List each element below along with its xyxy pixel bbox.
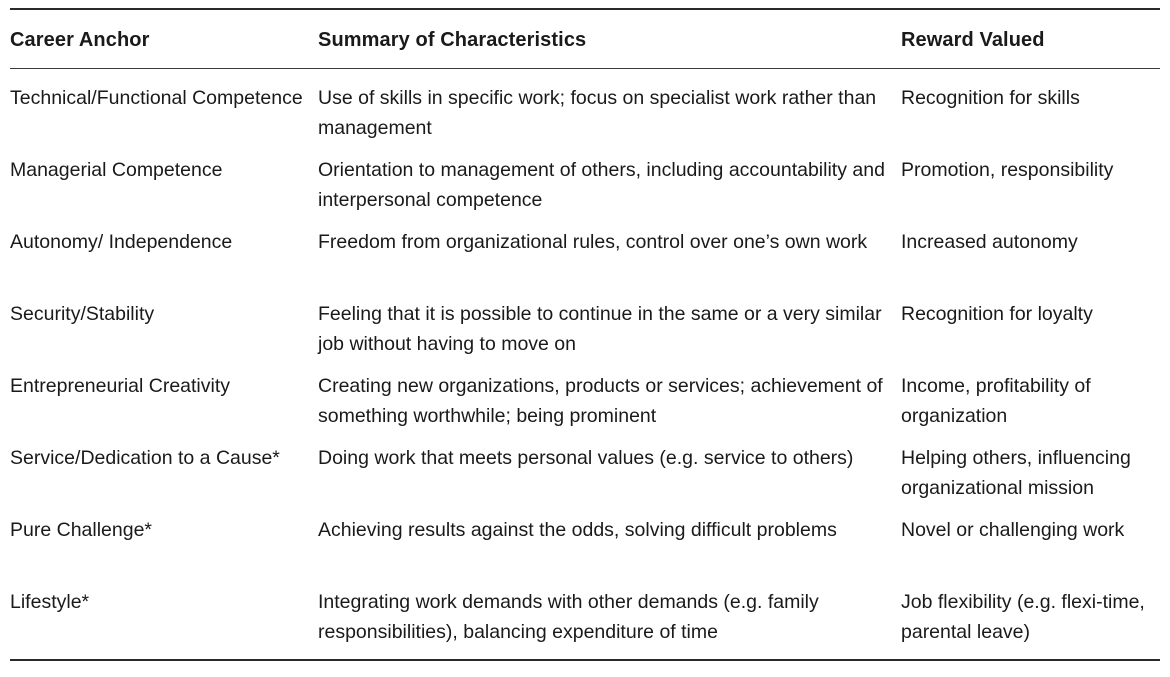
table-row — [10, 371, 1160, 443]
cell-summary: Doing work that meets personal values (e.g. service to others) — [318, 447, 854, 469]
cell-anchor: Pure Challenge* — [10, 519, 153, 541]
table-body — [10, 83, 1160, 659]
cell-reward: Income, profitability of organization — [901, 375, 1091, 427]
cell-reward: Promotion, responsibility — [901, 159, 1114, 181]
cell-reward: Job flexibility (e.g. flexi-time, parental leave) — [901, 591, 1145, 643]
header-summary-of-characteristics: Summary of Characteristics — [318, 28, 587, 51]
table-row — [10, 515, 1160, 587]
cell-reward: Novel or challenging work — [901, 519, 1125, 541]
table-row — [10, 155, 1160, 227]
cell-summary: Feeling that it is possible to continue in the same or a very similar job without having to move on — [318, 303, 882, 355]
table-row — [10, 83, 1160, 155]
cell-summary: Freedom from organizational rules, control over one’s own work — [318, 231, 868, 253]
header-career-anchor: Career Anchor — [10, 28, 150, 51]
cell-summary: Integrating work demands with other demands (e.g. family responsibilities), balancing expenditure of time — [318, 591, 819, 643]
table-header-row — [10, 10, 1160, 68]
table-row — [10, 227, 1160, 299]
cell-anchor: Technical/Functional Competence — [10, 87, 303, 109]
table-row — [10, 299, 1160, 371]
cell-anchor: Autonomy/ Independence — [10, 231, 233, 253]
cell-anchor: Security/Stability — [10, 303, 155, 325]
table-row — [10, 587, 1160, 659]
cell-summary: Orientation to management of others, including accountability and interpersonal competence — [318, 159, 885, 211]
table-bottom-rule — [10, 659, 1160, 661]
cell-summary: Creating new organizations, products or services; achievement of something worthwhile; being prominent — [318, 375, 883, 427]
table-header-rule — [10, 68, 1160, 69]
career-anchors-table — [10, 8, 1160, 659]
cell-anchor: Entrepreneurial Creativity — [10, 375, 231, 397]
cell-reward: Helping others, influencing organizational mission — [901, 447, 1131, 499]
cell-reward: Recognition for skills — [901, 87, 1080, 109]
table-row — [10, 443, 1160, 515]
cell-anchor: Managerial Competence — [10, 159, 223, 181]
cell-anchor: Service/Dedication to a Cause* — [10, 447, 280, 469]
cell-summary: Achieving results against the odds, solving difficult problems — [318, 519, 837, 541]
header-reward-valued: Reward Valued — [901, 28, 1045, 51]
cell-reward: Recognition for loyalty — [901, 303, 1093, 325]
cell-summary: Use of skills in specific work; focus on specialist work rather than management — [318, 87, 877, 139]
cell-reward: Increased autonomy — [901, 231, 1078, 253]
cell-anchor: Lifestyle* — [10, 591, 90, 613]
